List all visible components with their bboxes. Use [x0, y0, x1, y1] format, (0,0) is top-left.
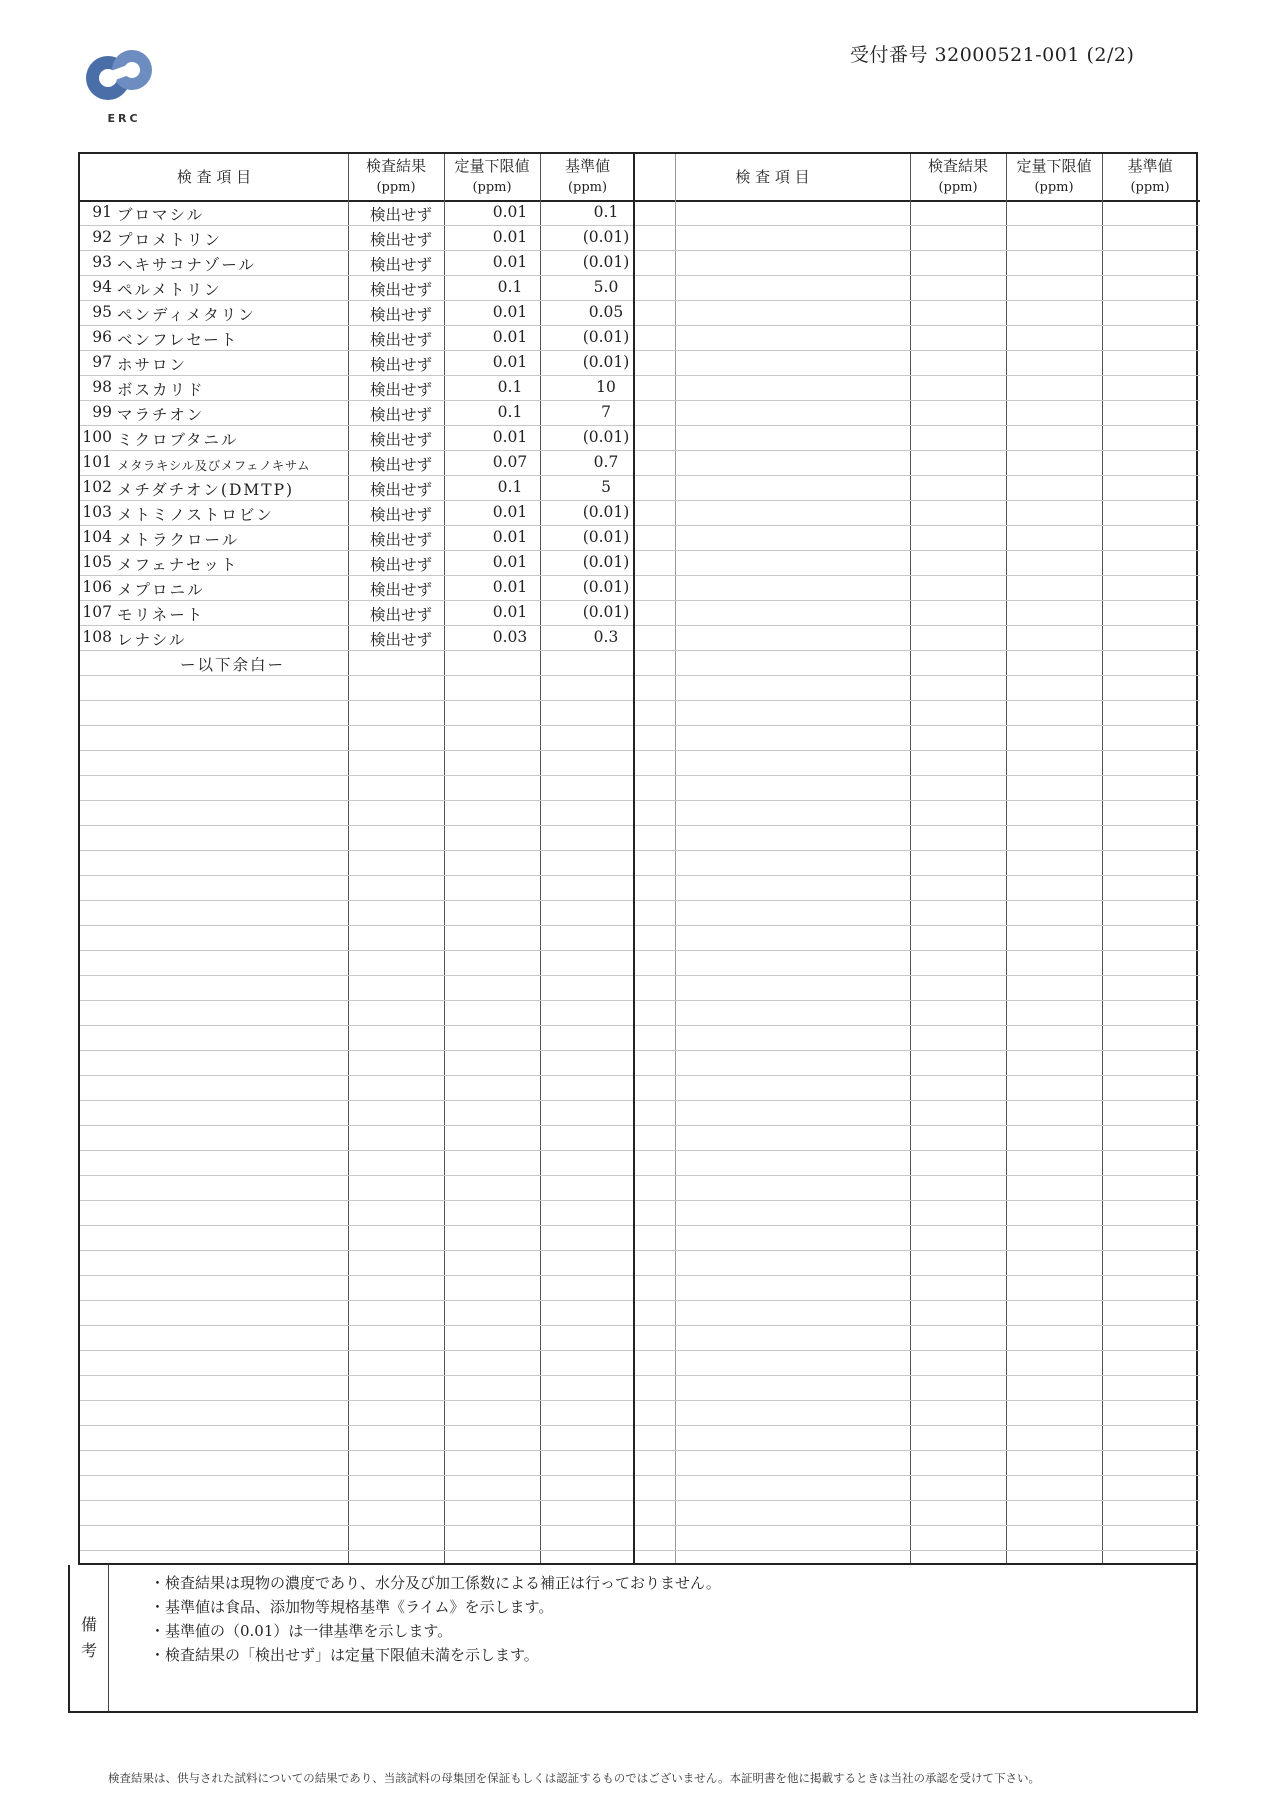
row-line	[635, 1100, 1200, 1101]
row-line	[80, 900, 635, 901]
table-row	[80, 300, 635, 325]
row-line	[80, 1475, 635, 1476]
header-result: 検査結果 (ppm)	[365, 157, 426, 195]
row-line	[635, 675, 1200, 676]
receipt-number: 受付番号 32000521-001 (2/2)	[850, 44, 1135, 66]
result-value: 検出せず	[370, 556, 433, 574]
row-line	[635, 875, 1200, 876]
row-line	[80, 1450, 635, 1451]
remarks-list	[150, 1571, 721, 1667]
result-value: 検出せず	[370, 606, 433, 624]
row-line	[80, 1150, 635, 1151]
row-line	[635, 575, 1200, 576]
row-line	[80, 875, 635, 876]
table-row	[80, 350, 635, 375]
table-row	[80, 275, 635, 300]
data-rows-left	[80, 200, 635, 1563]
row-line	[635, 600, 1200, 601]
row-line	[635, 1000, 1200, 1001]
table-row	[80, 375, 635, 400]
row-number: 100	[82, 428, 112, 446]
row-line	[80, 1350, 635, 1351]
loq-value: 0.01	[492, 303, 528, 321]
standard-value: (0.01)	[582, 603, 630, 621]
row-line	[635, 1375, 1200, 1376]
loq-value: 0.1	[497, 478, 523, 496]
item-name: メタラキシル及びメフェノキサム	[117, 458, 311, 473]
row-line	[80, 1525, 635, 1526]
item-name: メトミノストロビン	[117, 506, 274, 524]
item-name: ブロマシル	[117, 206, 205, 224]
standard-value: (0.01)	[582, 328, 630, 346]
row-line	[635, 500, 1200, 501]
row-number: 102	[82, 478, 112, 496]
table-row	[80, 425, 635, 450]
remark-item: ・検査結果の「検出せず」は定量下限値未満を示します。	[150, 1646, 539, 1664]
data-rows-right	[635, 200, 1200, 1563]
row-line	[635, 1550, 1200, 1551]
standard-value: (0.01)	[582, 578, 630, 596]
row-line	[635, 1475, 1200, 1476]
row-line	[635, 350, 1200, 351]
standard-value: 0.3	[593, 628, 619, 646]
row-line	[635, 450, 1200, 451]
item-name: ボスカリド	[117, 381, 205, 399]
row-line	[80, 650, 635, 651]
row-number: 108	[82, 628, 112, 646]
row-line	[635, 275, 1200, 276]
standard-value: 7	[601, 403, 611, 421]
row-line	[635, 1500, 1200, 1501]
remarks-label: 備 考	[70, 1565, 109, 1711]
item-name: マラチオン	[117, 406, 205, 424]
row-line	[635, 1050, 1200, 1051]
row-line	[635, 375, 1200, 376]
standard-value: (0.01)	[582, 353, 630, 371]
result-value: 検出せず	[370, 406, 433, 424]
row-line	[80, 1500, 635, 1501]
row-line	[80, 825, 635, 826]
loq-value: 0.01	[492, 603, 528, 621]
row-line	[635, 900, 1200, 901]
result-value: 検出せず	[370, 306, 433, 324]
row-number: 101	[82, 453, 112, 471]
row-line	[80, 1325, 635, 1326]
loq-value: 0.1	[497, 278, 523, 296]
row-line	[635, 850, 1200, 851]
row-line	[80, 775, 635, 776]
row-line	[80, 1175, 635, 1176]
row-line	[80, 925, 635, 926]
loq-value: 0.1	[497, 403, 523, 421]
row-number: 106	[82, 578, 112, 596]
item-name: メチダチオン(DMTP)	[117, 481, 295, 499]
row-number: 99	[92, 403, 112, 421]
table-row	[80, 400, 635, 425]
row-line	[635, 1400, 1200, 1401]
standard-value: (0.01)	[582, 253, 630, 271]
end-note: ー以下余白ー	[180, 656, 286, 674]
table-row	[80, 625, 635, 650]
test-results-table	[78, 152, 1198, 1565]
row-line	[80, 1425, 635, 1426]
row-line	[635, 325, 1200, 326]
remark-item: ・基準値の（0.01）は一律基準を示します。	[150, 1622, 453, 1640]
row-line	[635, 1450, 1200, 1451]
item-name: モリネート	[117, 606, 205, 624]
row-line	[80, 1375, 635, 1376]
row-line	[80, 1275, 635, 1276]
standard-value: (0.01)	[582, 228, 630, 246]
table-row	[80, 475, 635, 500]
row-line	[635, 1025, 1200, 1026]
loq-value: 0.01	[492, 353, 528, 371]
row-line	[635, 725, 1200, 726]
row-line	[635, 1350, 1200, 1351]
table-row	[80, 325, 635, 350]
result-value: 検出せず	[370, 231, 433, 249]
left-table-half	[80, 154, 635, 1563]
erc-logo-mark	[78, 44, 170, 106]
row-line	[635, 825, 1200, 826]
row-line	[635, 400, 1200, 401]
loq-value: 0.01	[492, 428, 528, 446]
row-line	[635, 475, 1200, 476]
row-line	[80, 1400, 635, 1401]
row-number: 103	[82, 503, 112, 521]
standard-value: (0.01)	[582, 528, 630, 546]
row-line	[80, 1300, 635, 1301]
footer-disclaimer: 検査結果は、供与された試料についての結果であり、当該試料の母集団を保証もしくは認証するものではございません。本証明書を他に掲載するときは当社の承認を受けて下さい。	[108, 1771, 1040, 1785]
table-row	[80, 525, 635, 550]
header-result: 検査結果 (ppm)	[927, 157, 988, 195]
remark-item: ・検査結果は現物の濃度であり、水分及び加工係数による補正は行っておりません。	[150, 1574, 721, 1592]
row-line	[635, 1150, 1200, 1151]
table-header-right	[635, 154, 1200, 202]
standard-value: (0.01)	[582, 553, 630, 571]
row-line	[80, 700, 635, 701]
logo-text: ERC	[107, 112, 141, 125]
item-name: ベンフレセート	[117, 331, 239, 349]
header-item: 検 査 項 目	[735, 168, 810, 186]
loq-value: 0.01	[492, 228, 528, 246]
table-row	[80, 500, 635, 525]
row-line	[635, 925, 1200, 926]
row-line	[80, 975, 635, 976]
table-row	[80, 600, 635, 625]
row-line	[635, 750, 1200, 751]
item-name: メプロニル	[117, 581, 205, 599]
item-name: ペンディメタリン	[117, 306, 256, 324]
row-number: 97	[92, 353, 112, 371]
table-row	[80, 575, 635, 600]
row-line	[80, 1025, 635, 1026]
row-number: 96	[92, 328, 112, 346]
row-line	[635, 525, 1200, 526]
header-item: 検 査 項 目	[176, 168, 252, 186]
row-number: 94	[92, 278, 112, 296]
row-line	[80, 950, 635, 951]
result-value: 検出せず	[370, 356, 433, 374]
row-line	[635, 1200, 1200, 1201]
item-name: プロメトリン	[117, 231, 223, 249]
result-value: 検出せず	[370, 631, 433, 649]
row-number: 92	[92, 228, 112, 246]
table-row	[80, 225, 635, 250]
header-loq: 定量下限値 (ppm)	[454, 157, 530, 195]
item-name: レナシル	[117, 631, 187, 649]
row-line	[80, 1000, 635, 1001]
table-header-left	[80, 154, 635, 202]
loq-value: 0.01	[492, 578, 528, 596]
result-value: 検出せず	[370, 256, 433, 274]
row-line	[80, 750, 635, 751]
row-line	[635, 550, 1200, 551]
table-row	[80, 250, 635, 275]
header-loq: 定量下限値 (ppm)	[1016, 157, 1092, 195]
header-standard: 基準値 (ppm)	[1127, 157, 1173, 195]
row-number: 104	[82, 528, 112, 546]
item-name: ヘキサコナゾール	[117, 256, 256, 274]
row-line	[635, 425, 1200, 426]
result-value: 検出せず	[370, 531, 433, 549]
row-line	[635, 225, 1200, 226]
row-number: 98	[92, 378, 112, 396]
row-line	[635, 775, 1200, 776]
loq-value: 0.01	[492, 503, 528, 521]
row-line	[635, 700, 1200, 701]
standard-value: (0.01)	[582, 503, 630, 521]
loq-value: 0.1	[497, 378, 523, 396]
row-line	[635, 1125, 1200, 1126]
row-number: 107	[82, 603, 112, 621]
row-line	[80, 725, 635, 726]
row-line	[80, 1125, 635, 1126]
row-line	[635, 250, 1200, 251]
loq-value: 0.01	[492, 553, 528, 571]
row-number: 93	[92, 253, 112, 271]
standard-value: 0.7	[593, 453, 619, 471]
row-line	[635, 1075, 1200, 1076]
erc-logo	[78, 44, 170, 125]
row-line	[80, 1100, 635, 1101]
loq-value: 0.03	[492, 628, 528, 646]
result-value: 検出せず	[370, 456, 433, 474]
row-line	[635, 1300, 1200, 1301]
table-row	[80, 200, 635, 225]
result-value: 検出せず	[370, 331, 433, 349]
row-line	[635, 1225, 1200, 1226]
row-line	[80, 1550, 635, 1551]
header-standard: 基準値 (ppm)	[564, 157, 610, 195]
table-row	[80, 550, 635, 575]
row-number: 95	[92, 303, 112, 321]
standard-value: 5	[601, 478, 611, 496]
loq-value: 0.07	[492, 453, 528, 471]
row-line	[635, 1425, 1200, 1426]
standard-value: 0.1	[593, 203, 619, 221]
result-value: 検出せず	[370, 281, 433, 299]
item-name: メトラクロール	[117, 531, 240, 549]
result-value: 検出せず	[370, 431, 433, 449]
table-row	[80, 450, 635, 475]
row-line	[635, 1325, 1200, 1326]
row-line	[635, 625, 1200, 626]
item-name: ペルメトリン	[117, 281, 222, 299]
row-line	[635, 950, 1200, 951]
row-number: 91	[92, 203, 112, 221]
standard-value: (0.01)	[582, 428, 630, 446]
row-line	[80, 1225, 635, 1226]
row-line	[80, 1050, 635, 1051]
item-name: メフェナセット	[117, 556, 239, 574]
row-line	[635, 1250, 1200, 1251]
result-value: 検出せず	[370, 381, 433, 399]
loq-value: 0.01	[492, 328, 528, 346]
standard-value: 10	[596, 378, 616, 396]
row-line	[80, 1200, 635, 1201]
row-line	[80, 1250, 635, 1251]
row-number: 105	[82, 553, 112, 571]
row-line	[80, 675, 635, 676]
loq-value: 0.01	[492, 203, 528, 221]
row-line	[635, 975, 1200, 976]
row-line	[80, 850, 635, 851]
standard-value: 0.05	[588, 303, 624, 321]
remark-item: ・基準値は食品、添加物等規格基準《ライム》を示します。	[150, 1598, 554, 1616]
result-value: 検出せず	[370, 206, 433, 224]
row-line	[635, 1175, 1200, 1176]
loq-value: 0.01	[492, 253, 528, 271]
loq-value: 0.01	[492, 528, 528, 546]
row-line	[80, 1075, 635, 1076]
result-value: 検出せず	[370, 481, 433, 499]
remarks-section	[68, 1565, 1198, 1713]
row-line	[80, 800, 635, 801]
row-line	[635, 1275, 1200, 1276]
row-line	[635, 650, 1200, 651]
result-value: 検出せず	[370, 581, 433, 599]
item-name: ミクロブタニル	[117, 431, 239, 449]
right-table-half	[633, 154, 1200, 1563]
standard-value: 5.0	[593, 278, 619, 296]
item-name: ホサロン	[117, 356, 188, 374]
row-line	[635, 300, 1200, 301]
row-line	[635, 1525, 1200, 1526]
result-value: 検出せず	[370, 506, 433, 524]
row-line	[635, 800, 1200, 801]
